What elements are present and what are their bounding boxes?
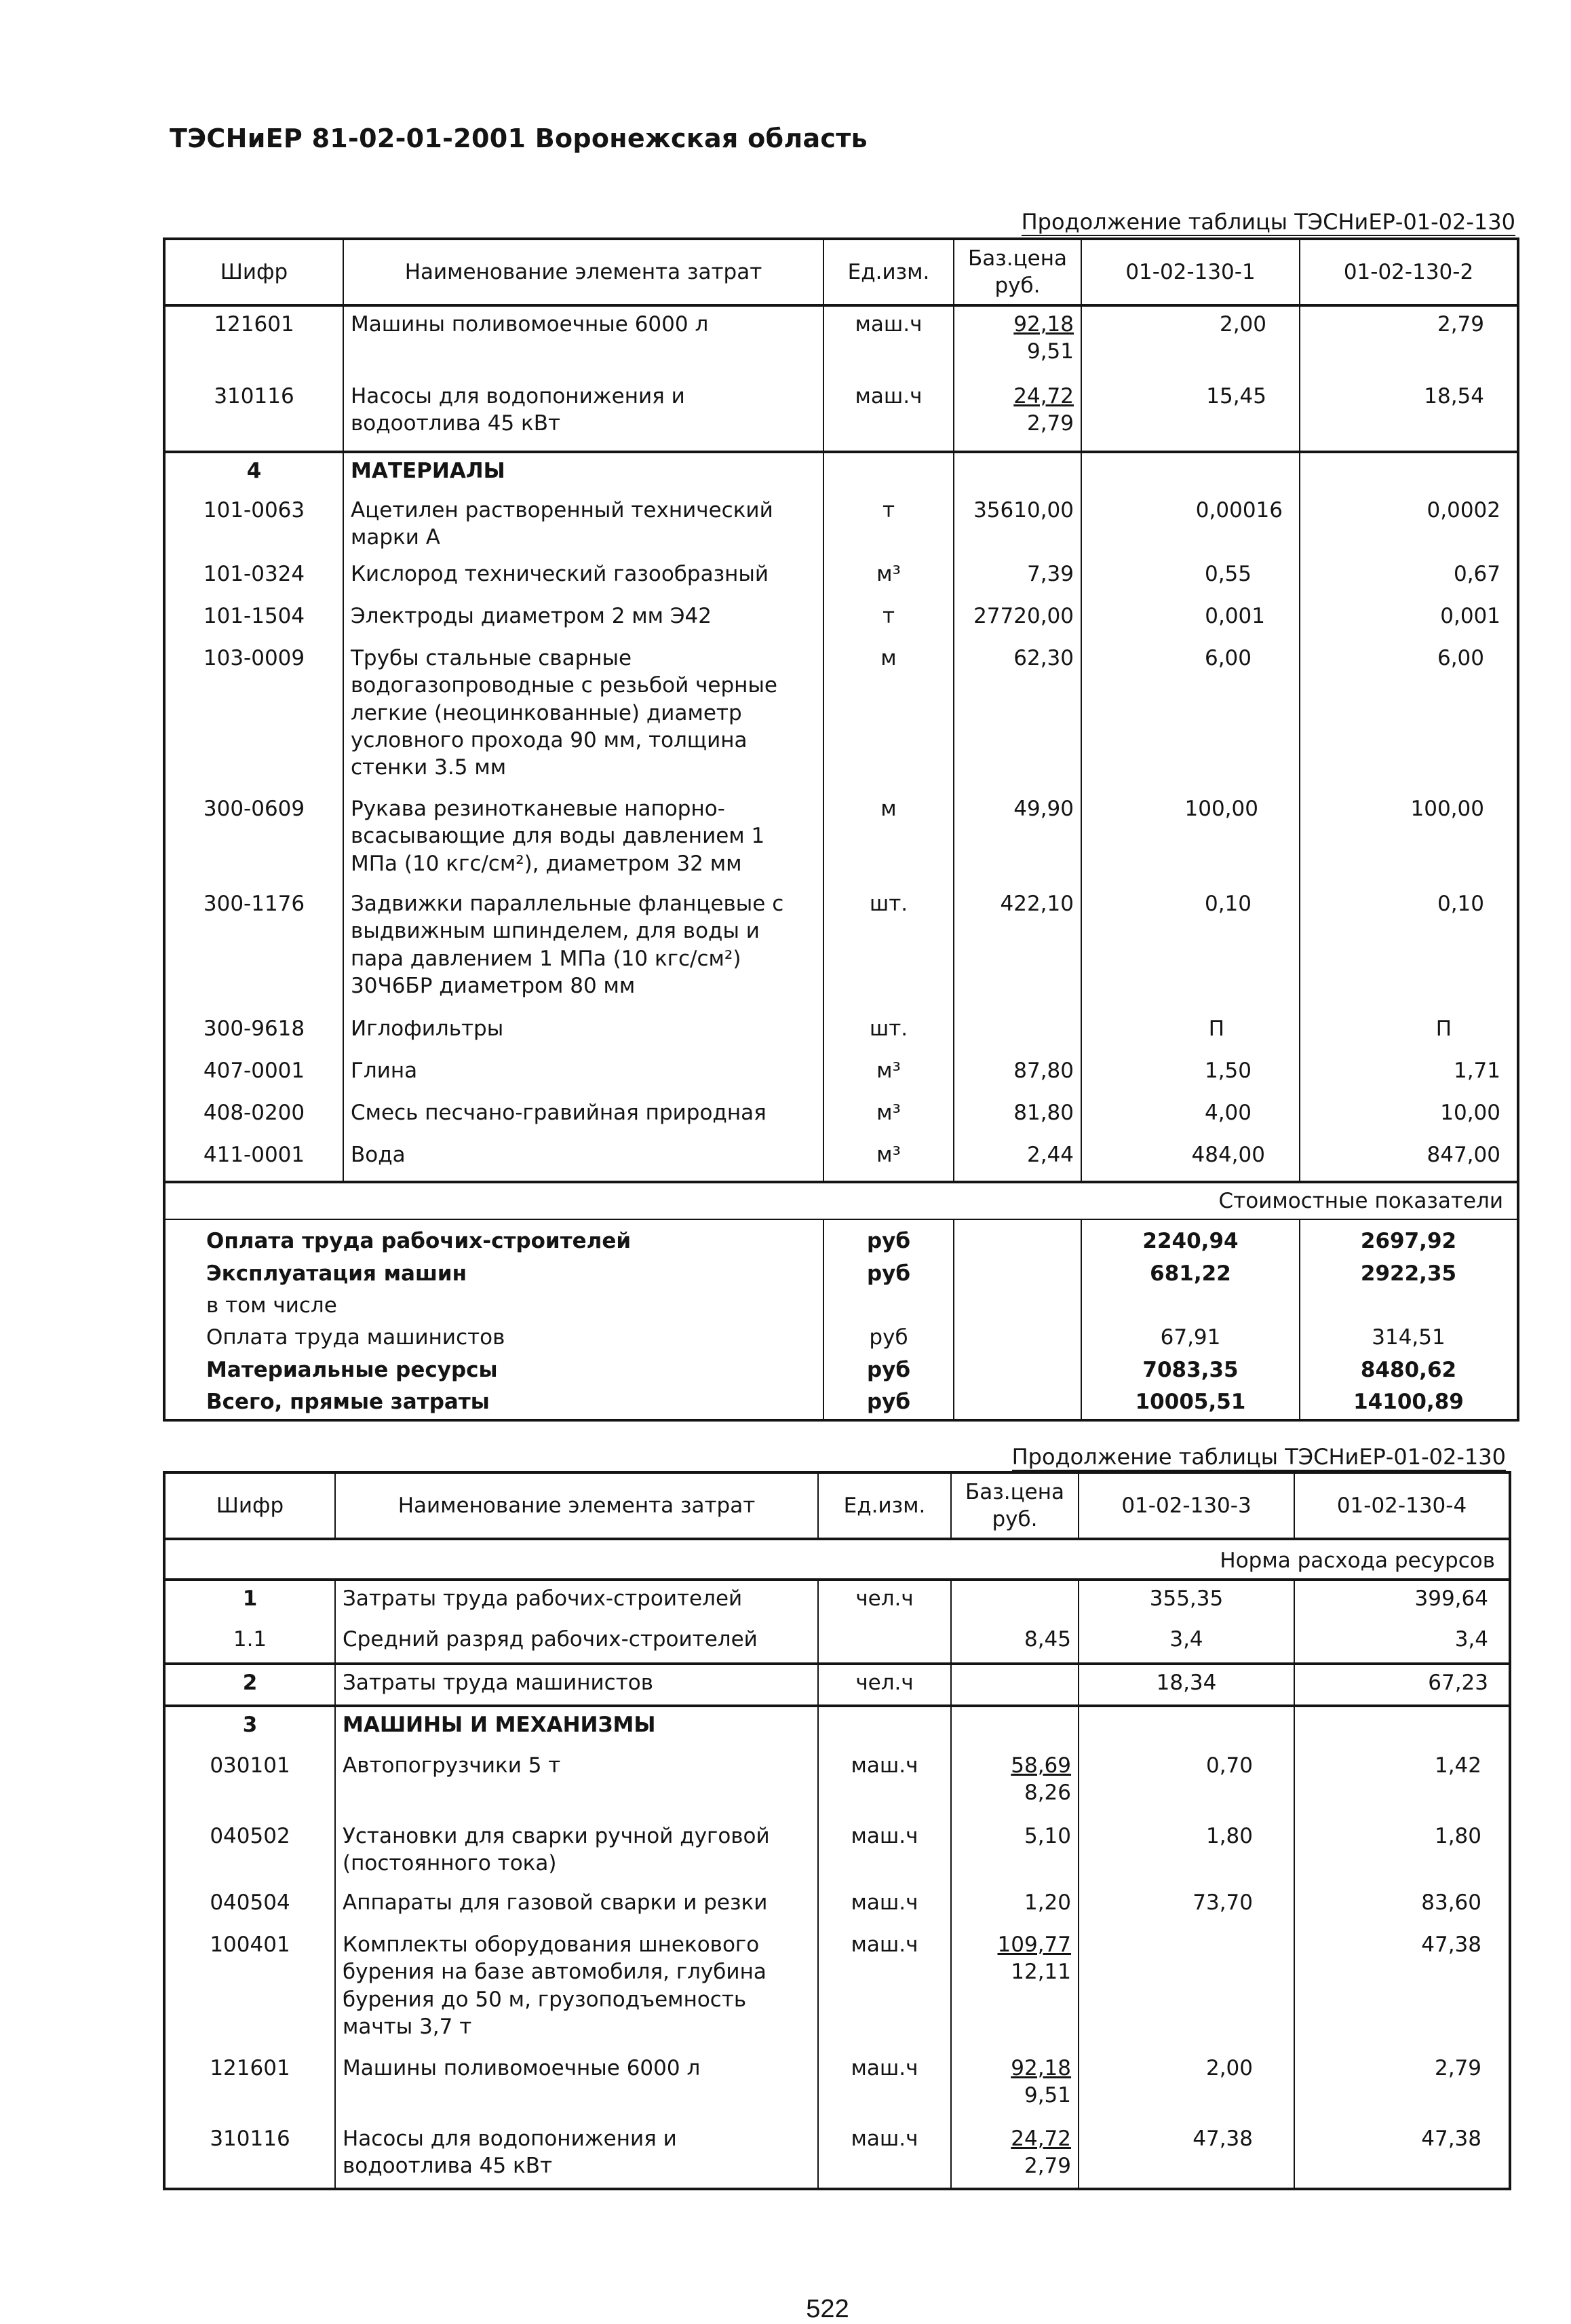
summary-unit: руб [823,1386,954,1420]
price-sub-value: 8,26 [1024,1780,1071,1806]
row-code: 121601 [214,312,294,337]
table-row [164,1622,1510,1664]
resource-table-1 [163,237,1519,1422]
cost-indicators-band [164,1182,1518,1219]
row-value-b: 2,79 [1300,305,1518,379]
row-name: Насосы для водопонижения и водоотлива 45 кВт [343,379,823,452]
table-row [164,1818,1510,1885]
table-header-row [164,1472,1510,1539]
row-value-a: 100,00 [1081,791,1300,886]
table-row [164,1927,1510,2051]
row-value-a: 1,50 [1081,1053,1300,1095]
row-value-b: 1,42 [1294,1748,1510,1818]
section-name: МАШИНЫ И МЕХАНИЗМЫ [335,1706,818,1748]
table-row [164,305,1518,379]
row-name: Трубы стальные сварные водогазопроводные с резьбой черные легкие (неоцинкованные) диаметр условного прохода 90 мм, толщина стенки 3.5 мм [343,641,823,791]
table-row [164,1664,1510,1706]
row-value-b: 0,001 [1300,598,1518,641]
header-col-b: 01-02-130-2 [1300,239,1518,305]
row-code: 300-1176 [203,892,305,916]
row-value-b: 1,71 [1300,1053,1518,1095]
table-row [164,886,1518,1011]
row-price [951,2121,1079,2189]
row-value-a: 0,00016 [1081,493,1300,556]
row-name: Затраты труда машинистов [335,1664,818,1706]
row-unit: м³ [823,1053,954,1095]
row-code: 1.1 [233,1627,267,1652]
row-price [954,1011,1081,1053]
header-name: Наименование элемента затрат [343,239,823,305]
row-price [954,379,1081,452]
price-value: 92,18 [1011,2056,1071,2080]
row-price: 7,39 [954,556,1081,598]
row-unit: маш.ч [818,1818,951,1885]
table-row [164,1580,1510,1622]
row-price: 87,80 [954,1053,1081,1095]
row-value-a: 2,00 [1081,305,1300,379]
row-unit: м³ [823,1137,954,1182]
row-value-b: 67,23 [1294,1664,1510,1706]
row-value-a: 1,80 [1079,1818,1294,1885]
row-value-b: 0,67 [1300,556,1518,598]
summary-label: Всего, прямые затраты [206,1390,490,1415]
row-value-a: П [1081,1011,1300,1053]
header-code: Шифр [164,1472,335,1539]
table-row [164,1748,1510,1818]
row-code: 310116 [210,2127,290,2151]
summary-row [164,1386,1518,1420]
summary-value-b: 314,51 [1300,1322,1518,1354]
header-price: Баз.цена руб. [954,239,1081,305]
table-header-row [164,239,1518,305]
table-row [164,791,1518,886]
row-value-b: 0,10 [1300,886,1518,1011]
row-unit: м [823,641,954,791]
row-unit: маш.ч [818,1885,951,1927]
row-value-b: 1,80 [1294,1818,1510,1885]
section-code: 3 [164,1706,335,1748]
table-row [164,556,1518,598]
row-code: 121601 [210,2056,290,2080]
row-unit: т [823,598,954,641]
row-code: 101-0324 [203,562,305,586]
row-name: Автопогрузчики 5 т [335,1748,818,1818]
row-value-b: 0,0002 [1300,493,1518,556]
row-name: Вода [343,1137,823,1182]
cost-indicators-label: Стоимостные показатели [164,1182,1518,1219]
row-price: 2,44 [954,1137,1081,1182]
summary-unit: руб [823,1354,954,1386]
row-unit: чел.ч [818,1664,951,1706]
row-value-b: 399,64 [1294,1580,1510,1622]
row-code: 040504 [210,1890,290,1915]
summary-value-a: 2240,94 [1081,1219,1300,1257]
summary-value-b [1300,1290,1518,1322]
summary-unit [823,1290,954,1322]
row-price [951,1580,1079,1622]
row-unit: маш.ч [823,305,954,379]
resource-norms-band [164,1539,1510,1580]
price-value: 24,72 [1011,2127,1071,2151]
row-name: Насосы для водопонижения и водоотлива 45 кВт [335,2121,818,2189]
header-price: Баз.цена руб. [951,1472,1079,1539]
row-code: 300-0609 [203,797,305,821]
row-value-a: 0,001 [1081,598,1300,641]
row-value-a: 73,70 [1079,1885,1294,1927]
row-price [951,1664,1079,1706]
summary-row [164,1219,1518,1257]
row-name: Машины поливомоечные 6000 л [335,2051,818,2121]
table-row [164,641,1518,791]
row-price: 8,45 [951,1622,1079,1664]
row-value-b: 47,38 [1294,2121,1510,2189]
row-code: 101-0063 [203,498,305,522]
header-unit: Ед.изм. [823,239,954,305]
row-price: 1,20 [951,1885,1079,1927]
summary-value-a: 67,91 [1081,1322,1300,1354]
price-sub-value: 2,79 [1026,411,1074,436]
summary-label: Эксплуатация машин [206,1261,467,1286]
row-value-a: 0,10 [1081,886,1300,1011]
row-value-a: 4,00 [1081,1095,1300,1137]
price-value: 58,69 [1011,1753,1071,1778]
resource-norms-label: Норма расхода ресурсов [164,1539,1510,1580]
header-col-b: 01-02-130-4 [1294,1472,1510,1539]
summary-row [164,1354,1518,1386]
row-value-a: 484,00 [1081,1137,1300,1182]
row-unit: маш.ч [818,1748,951,1818]
row-price: 5,10 [951,1818,1079,1885]
header-col-a: 01-02-130-1 [1081,239,1300,305]
row-price [954,305,1081,379]
price-value: 92,18 [1013,312,1074,337]
row-name: Ацетилен растворенный технический марки А [343,493,823,556]
table2-continuation-caption: Продолжение таблицы ТЭСНиЕР-01-02-130 [1012,1444,1506,1471]
row-name: Комплекты оборудования шнекового бурения на базе автомобиля, глубина бурения до 50 м, грузоподъемность мачты 3,7 т [335,1927,818,2051]
table-row [164,2121,1510,2189]
row-value-b: 2,79 [1294,2051,1510,2121]
row-name: Средний разряд рабочих-строителей [335,1622,818,1664]
section-row [164,1706,1510,1748]
row-unit: шт. [823,1011,954,1053]
row-unit: шт. [823,886,954,1011]
price-sub-value: 9,51 [1024,2083,1071,2108]
row-value-b: 100,00 [1300,791,1518,886]
row-name: Глина [343,1053,823,1095]
summary-row [164,1290,1518,1322]
section-row [164,452,1518,493]
table1-continuation-caption: Продолжение таблицы ТЭСНиЕР-01-02-130 [1022,209,1515,236]
row-unit: м³ [823,556,954,598]
row-price: 27720,00 [954,598,1081,641]
row-value-b: П [1300,1011,1518,1053]
row-code: 300-9618 [203,1016,305,1041]
row-value-b: 18,54 [1300,379,1518,452]
section-name: МАТЕРИАЛЫ [343,452,823,493]
header-code: Шифр [164,239,343,305]
row-value-a: 0,55 [1081,556,1300,598]
row-unit: м³ [823,1095,954,1137]
summary-value-b: 2697,92 [1300,1219,1518,1257]
table-row [164,379,1518,452]
table-row [164,1011,1518,1053]
table-row [164,1137,1518,1182]
table-row [164,493,1518,556]
row-unit: маш.ч [823,379,954,452]
row-unit: т [823,493,954,556]
row-name: Установки для сварки ручной дуговой (постоянного тока) [335,1818,818,1885]
table-row [164,1095,1518,1137]
header-col-a: 01-02-130-3 [1079,1472,1294,1539]
row-name: Иглофильтры [343,1011,823,1053]
row-value-a: 0,70 [1079,1748,1294,1818]
summary-label: Оплата труда машинистов [206,1325,505,1350]
row-value-a: 3,4 [1079,1622,1294,1664]
price-sub-value: 9,51 [1026,339,1074,364]
row-value-b: 47,38 [1294,1927,1510,2051]
row-value-b: 10,00 [1300,1095,1518,1137]
row-name: Задвижки параллельные фланцевые с выдвижным шпинделем, для воды и пара давлением 1 МПа (10 кгс/см²) 30Ч6БР диаметром 80 мм [343,886,823,1011]
row-unit: м [823,791,954,886]
row-name: Аппараты для газовой сварки и резки [335,1885,818,1927]
row-code: 040502 [210,1824,290,1848]
row-price [951,2051,1079,2121]
row-code: 030101 [210,1753,290,1778]
row-value-b: 6,00 [1300,641,1518,791]
row-price [951,1748,1079,1818]
row-name: Рукава резинотканевые напорно-всасывающие для воды давлением 1 МПа (10 кгс/см²), диаметром 32 мм [343,791,823,886]
row-name: Затраты труда рабочих-строителей [335,1580,818,1622]
price-sub-value: 2,79 [1024,2154,1071,2179]
row-code: 411-0001 [203,1143,305,1167]
row-unit: маш.ч [818,1927,951,2051]
resource-table-2 [163,1471,1511,2190]
row-code: 407-0001 [203,1059,305,1083]
row-value-a: 15,45 [1081,379,1300,452]
row-price: 422,10 [954,886,1081,1011]
row-value-a: 18,34 [1079,1664,1294,1706]
row-unit: чел.ч [818,1580,951,1622]
table-row [164,2051,1510,2121]
row-value-a: 47,38 [1079,2121,1294,2189]
summary-label: в том числе [206,1293,337,1318]
row-name: Кислород технический газообразный [343,556,823,598]
row-unit [818,1622,951,1664]
summary-row [164,1322,1518,1354]
row-price: 49,90 [954,791,1081,886]
summary-value-b: 8480,62 [1300,1354,1518,1386]
table-row [164,1053,1518,1095]
summary-value-b: 2922,35 [1300,1258,1518,1290]
summary-value-a: 10005,51 [1081,1386,1300,1420]
summary-unit: руб [823,1322,954,1354]
summary-label: Материальные ресурсы [206,1357,498,1382]
summary-row [164,1258,1518,1290]
page-number: 522 [806,2295,849,2323]
row-price: 35610,00 [954,493,1081,556]
row-value-b: 847,00 [1300,1137,1518,1182]
row-price: 81,80 [954,1095,1081,1137]
row-name: Смесь песчано-гравийная природная [343,1095,823,1137]
row-code: 100401 [210,1932,290,1957]
row-price [951,1927,1079,2051]
row-code: 408-0200 [203,1101,305,1125]
summary-value-b: 14100,89 [1300,1386,1518,1420]
summary-unit: руб [823,1258,954,1290]
summary-value-a [1081,1290,1300,1322]
row-code: 310116 [214,384,294,408]
section-code: 4 [164,452,343,493]
row-name: Электроды диаметром 2 мм Э42 [343,598,823,641]
row-unit: маш.ч [818,2051,951,2121]
row-price: 62,30 [954,641,1081,791]
header-name: Наименование элемента затрат [335,1472,818,1539]
row-unit: маш.ч [818,2121,951,2189]
summary-label: Оплата труда рабочих-строителей [206,1229,632,1254]
document-title: ТЭСНиЕР 81-02-01-2001 Воронежская область [170,123,868,153]
row-value-a: 6,00 [1081,641,1300,791]
header-unit: Ед.изм. [818,1472,951,1539]
summary-value-a: 681,22 [1081,1258,1300,1290]
row-value-a: 2,00 [1079,2051,1294,2121]
row-code: 1 [164,1580,335,1622]
row-code: 103-0009 [203,646,305,670]
row-code: 2 [164,1664,335,1706]
row-code: 101-1504 [203,604,305,628]
table-row [164,598,1518,641]
summary-unit: руб [823,1219,954,1257]
summary-value-a: 7083,35 [1081,1354,1300,1386]
price-sub-value: 12,11 [1011,1960,1071,1985]
row-name: Машины поливомоечные 6000 л [343,305,823,379]
row-value-b: 3,4 [1294,1622,1510,1664]
price-value: 109,77 [997,1932,1071,1957]
row-value-a [1079,1927,1294,2051]
row-value-a: 355,35 [1079,1580,1294,1622]
row-value-b: 83,60 [1294,1885,1510,1927]
price-value: 24,72 [1013,384,1074,408]
table-row [164,1885,1510,1927]
